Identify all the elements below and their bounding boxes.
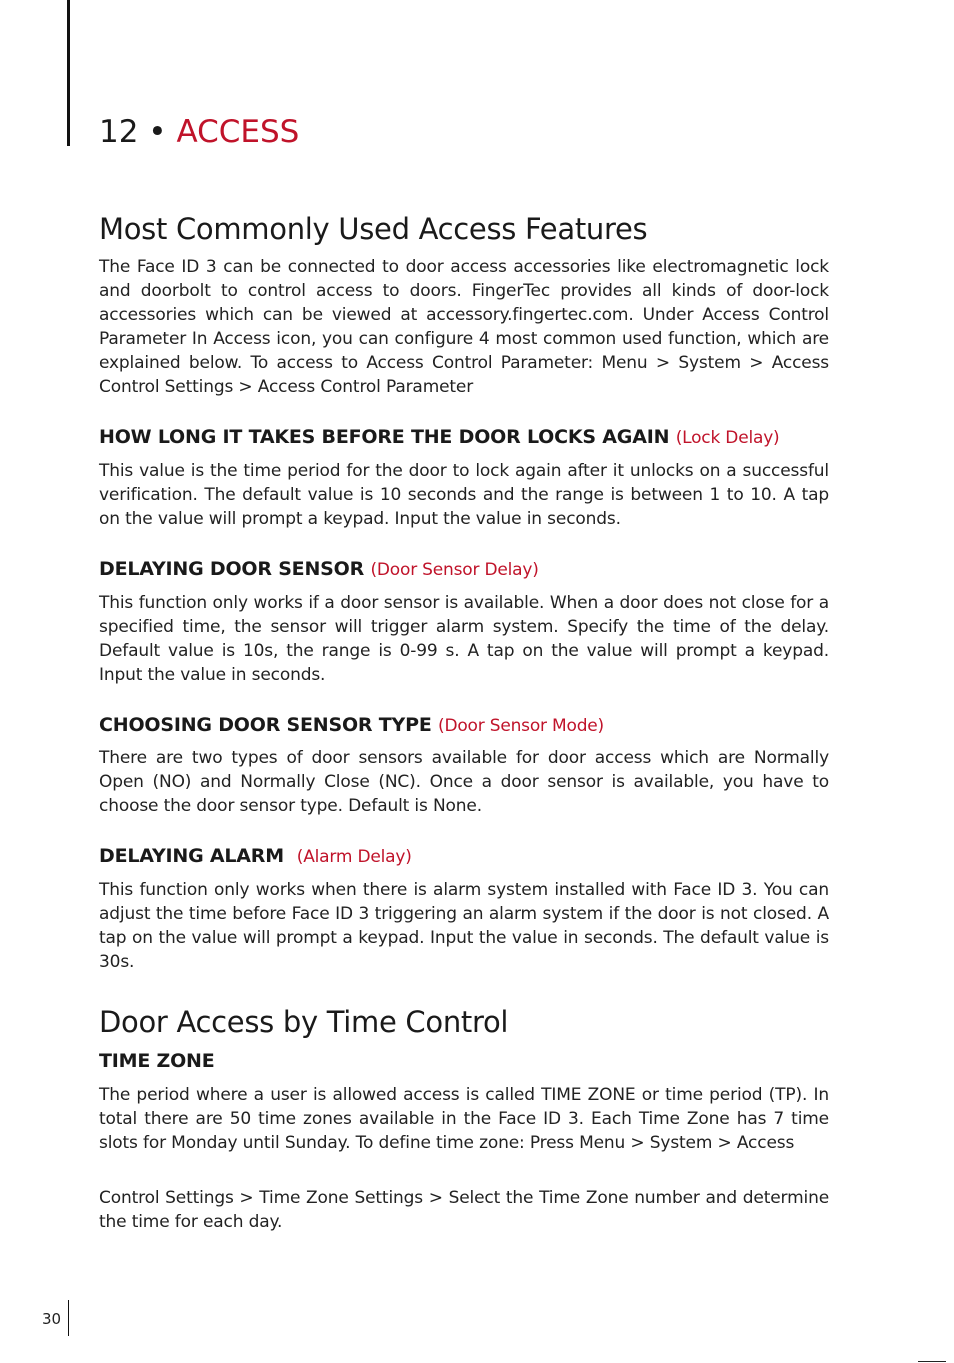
feature-title: DELAYING DOOR SENSOR [99,558,365,580]
chapter-name: ACCESS [176,114,300,150]
chapter-title [99,114,299,150]
feature-body-door-sensor-delay: This function only works if a door sensor is available. When a door does not close for a specified time, the sensor will trigger alarm system. Specify the time of the delay. Default value is 10s, the range is 0-99 s. A tap on the value will prompt a keypad. Input the value in seconds. [99,593,829,685]
subheading-time-zone: TIME ZONE [99,1050,215,1072]
feature-heading-door-sensor-delay [99,558,539,580]
feature-body-lock-delay: This value is the time period for the door to lock again after it unlocks on a successful verification. The default value is 10 seconds and the range is between 1 to 10. A tap on the value will prompt a keypad. Input the value in seconds. [99,461,829,529]
feature-title: HOW LONG IT TAKES BEFORE THE DOOR LOCKS AGAIN [99,426,670,448]
feature-subtitle: (Door Sensor Mode) [438,716,604,736]
chapter-number: 12 • [99,114,167,150]
feature-heading-door-sensor-mode [99,714,604,736]
page-number: 30 [42,1310,62,1328]
feature-title: CHOOSING DOOR SENSOR TYPE [99,714,432,736]
time-zone-paragraph-1: The period where a user is allowed access is called TIME ZONE or time period (TP). In total there are 50 time zones available in the Face ID 3. Each Time Zone has 7 time slots for Monday until Sunday. To define time zone: Press Menu > System > Access [99,1085,829,1153]
corner-rule [918,1361,946,1362]
section-heading-time-control: Door Access by Time Control [99,1005,509,1039]
feature-heading-lock-delay [99,426,780,448]
chapter-margin-bar [67,0,70,146]
feature-subtitle: (Alarm Delay) [296,847,412,867]
footer-margin-bar [68,1300,69,1336]
feature-subtitle: (Lock Delay) [675,428,780,448]
feature-subtitle: (Door Sensor Delay) [370,560,539,580]
section-heading-access-features: Most Commonly Used Access Features [99,212,648,246]
feature-heading-alarm-delay [99,845,412,867]
section-intro-paragraph: The Face ID 3 can be connected to door access accessories like electromagnetic lock and doorbolt to control access to doors. FingerTec provides all kinds of door-lock accessories which can be viewed at accessory.fingertec.com. Under Access Control Parameter In Access icon, you can configure 4 most common used function, which are explained below. To access to Access Control Parameter: Menu > System > Access Control Settings > Access Control Parameter [99,257,829,397]
feature-body-door-sensor-mode: There are two types of door sensors available for door access which are Normally Open (NO) and Normally Close (NC). Once a door sensor is available, you have to choose the door sensor type. Default is None. [99,748,829,816]
feature-title: DELAYING ALARM [99,845,284,867]
feature-body-alarm-delay: This function only works when there is alarm system installed with Face ID 3. You can adjust the time before Face ID 3 triggering an alarm system if the door is not closed. A tap on the value will prompt a keypad. Input the value in seconds. The default value is 30s. [99,880,829,972]
time-zone-paragraph-2: Control Settings > Time Zone Settings > Select the Time Zone number and determine the time for each day. [99,1188,829,1232]
